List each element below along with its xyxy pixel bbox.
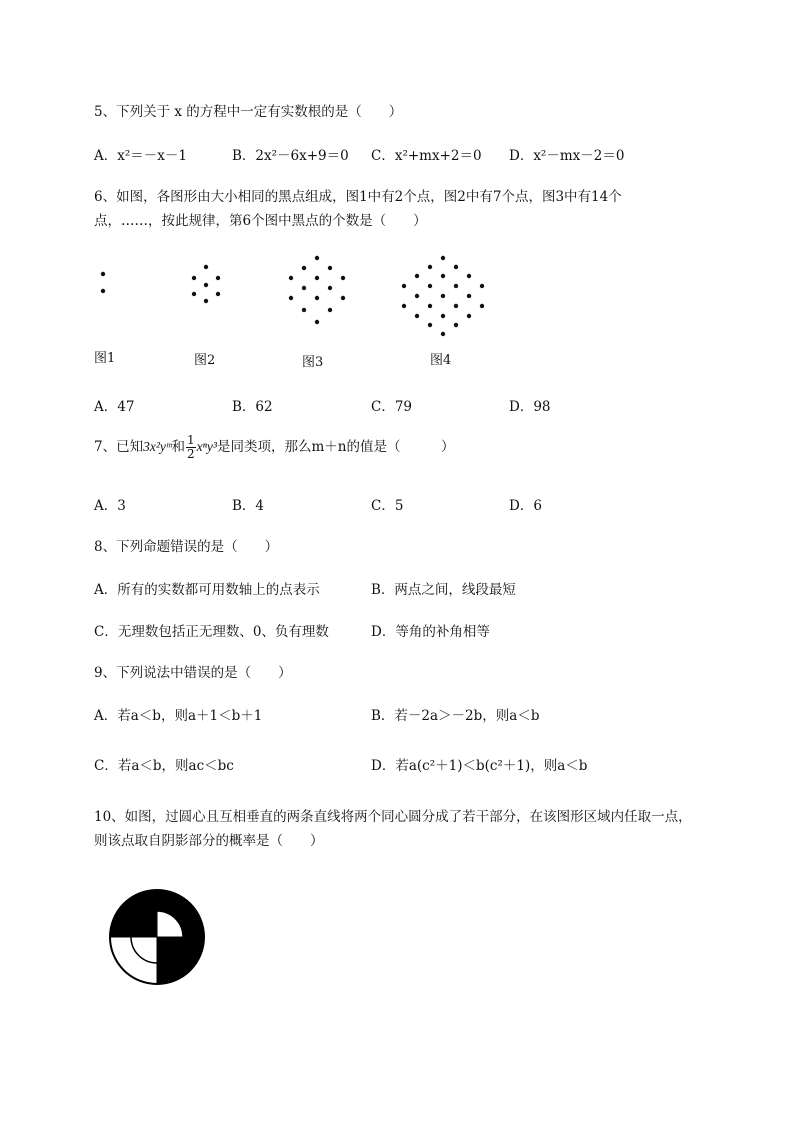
dot <box>415 314 419 318</box>
q5-option-a: A．x²＝－x－1 <box>94 148 187 164</box>
dot <box>289 276 293 280</box>
q7-option-b: B．4 <box>232 498 265 514</box>
dot <box>192 292 196 296</box>
dot <box>341 276 345 280</box>
dot <box>328 266 332 270</box>
dot <box>101 272 105 276</box>
dot <box>454 284 458 288</box>
dot <box>204 283 208 287</box>
q6-stem-line2: 点，……，按此规律，第6个图中黑点的个数是（ ） <box>94 213 427 229</box>
dot <box>441 256 445 260</box>
q7-stem-post: 是同类项，那么m＋n的值是（ ） <box>216 439 455 455</box>
dot <box>428 323 432 327</box>
dot <box>101 289 105 293</box>
dot-pattern-figures <box>90 250 510 340</box>
dot <box>315 320 319 324</box>
q7-fraction <box>186 434 196 461</box>
dot <box>302 286 306 290</box>
q8-option-a: A．所有的实数都可用数轴上的点表示 <box>94 582 320 598</box>
q6-option-b: B．62 <box>232 399 273 415</box>
q7-option-c: C．5 <box>371 498 404 514</box>
dot <box>441 294 445 298</box>
q5-option-c: C．x²+mx+2＝0 <box>371 148 482 164</box>
dot <box>467 314 471 318</box>
q8-option-d: D．等角的补角相等 <box>371 624 490 640</box>
q8-option-b: B．两点之间，线段最短 <box>371 582 516 598</box>
q6-option-c: C．79 <box>371 399 413 415</box>
q7-term2: xⁿy³ <box>196 439 217 454</box>
q9-option-c: C．若a＜b，则ac＜bc <box>94 758 234 774</box>
q7-option-d: D．6 <box>509 498 542 514</box>
dot <box>192 276 196 280</box>
dot <box>302 266 306 270</box>
dot <box>467 294 471 298</box>
q8-option-c: C．无理数包括正无理数、0、负有理数 <box>94 624 329 640</box>
q6-option-d: D．98 <box>509 399 551 415</box>
dot <box>415 294 419 298</box>
q7-frac-den: 2 <box>187 447 195 461</box>
q9-option-a: A．若a＜b，则a＋1＜b＋1 <box>94 708 263 724</box>
q5-stem: 5、下列关于 x 的方程中一定有实数根的是（ ） <box>94 104 403 120</box>
q7-mid: 和 <box>171 439 186 455</box>
q7-frac-num: 1 <box>187 433 195 447</box>
dot <box>428 284 432 288</box>
figure-label-1: 图1 <box>94 351 116 366</box>
q7-term1: 3x²yᵐ <box>143 439 172 454</box>
dot <box>441 332 445 336</box>
dot <box>441 274 445 278</box>
dot <box>204 265 208 269</box>
dot <box>328 308 332 312</box>
q7-stem-pre: 7、已知 <box>94 439 144 455</box>
concentric-circles-figure <box>108 888 206 986</box>
dot <box>302 308 306 312</box>
dot <box>328 286 332 290</box>
q7-stem <box>94 434 454 461</box>
dot <box>454 323 458 327</box>
dot <box>454 304 458 308</box>
figure-label-4: 图4 <box>430 353 452 368</box>
dot <box>204 299 208 303</box>
q10-stem-line1: 10、如图，过圆心且互相垂直的两条直线将两个同心圆分成了若干部分，在该图形区域内任取一点， <box>94 809 692 825</box>
q5-option-d: D．x²－mx－2＝0 <box>509 148 625 164</box>
dot <box>315 256 319 260</box>
dot <box>216 292 220 296</box>
figure-label-2: 图2 <box>194 353 216 368</box>
q10-stem-line2: 则该点取自阴影部分的概率是（ ） <box>94 833 324 849</box>
dot <box>402 284 406 288</box>
dot <box>315 276 319 280</box>
dot <box>341 296 345 300</box>
dot <box>467 274 471 278</box>
dot <box>289 296 293 300</box>
dot <box>216 276 220 280</box>
dot <box>480 304 484 308</box>
dot <box>441 314 445 318</box>
q7-option-a: A．3 <box>94 498 126 514</box>
q5-option-b: B．2x²－6x+9＝0 <box>232 148 349 164</box>
q9-option-b: B．若－2a＞－2b，则a＜b <box>371 708 540 724</box>
dot <box>428 304 432 308</box>
dot <box>402 304 406 308</box>
q8-stem: 8、下列命题错误的是（ ） <box>94 539 279 555</box>
q9-stem: 9、下列说法中错误的是（ ） <box>94 665 292 681</box>
q9-option-d: D．若a(c²＋1)＜b(c²＋1)，则a＜b <box>371 758 588 774</box>
figure-label-3: 图3 <box>302 355 324 370</box>
q6-stem-line1: 6、如图，各图形由大小相同的黑点组成，图1中有2个点，图2中有7个点，图3中有14个 <box>94 189 622 205</box>
q6-option-a: A．47 <box>94 399 135 415</box>
dot <box>428 265 432 269</box>
dot <box>415 274 419 278</box>
dot <box>315 296 319 300</box>
dot <box>480 284 484 288</box>
dot <box>454 265 458 269</box>
